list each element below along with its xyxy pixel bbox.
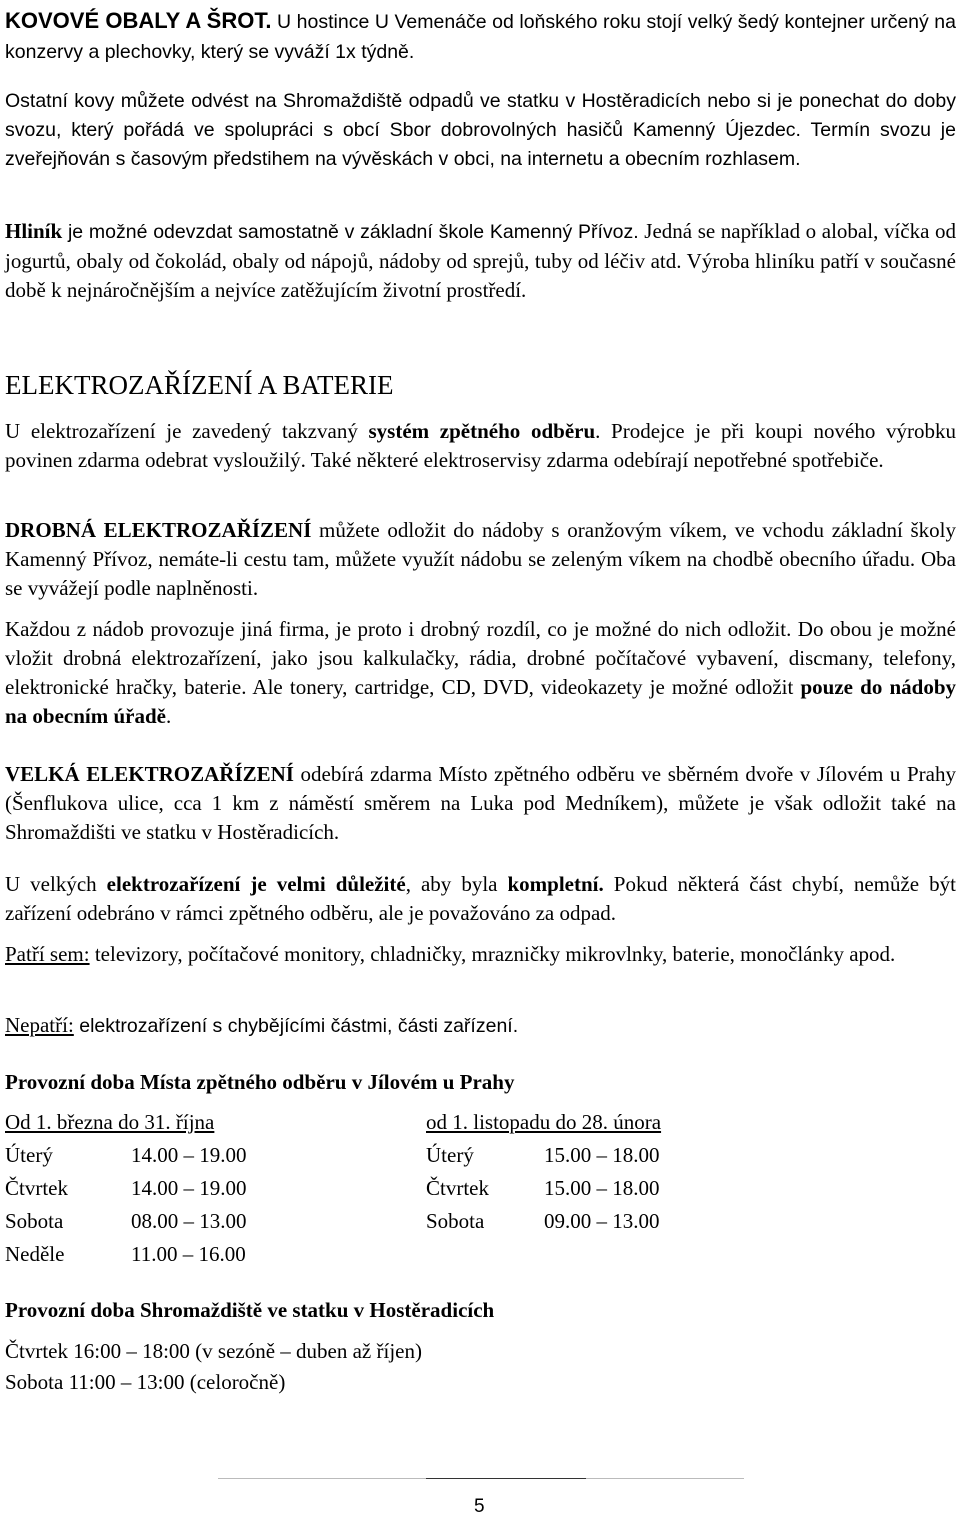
complete-bold-2: kompletní. — [507, 872, 604, 896]
summer-row-day: Sobota — [5, 1209, 64, 1233]
footer-divider-dark — [426, 1478, 586, 1479]
hosteradice-line-2: Sobota 11:00 – 13:00 (celoročně) — [5, 1370, 286, 1394]
firms-end: . — [166, 704, 172, 728]
notbelongs-paragraph — [5, 1011, 956, 1041]
firms-bold: pouze do nádoby na obecním úřadě — [5, 675, 956, 728]
complete-paragraph — [5, 870, 956, 928]
aluminium-label: Hliník — [5, 219, 63, 243]
winter-row-time: 09.00 – 13.00 — [544, 1209, 660, 1233]
jilove-hours-title: Provozní doba Místa zpětného odběru v Jílovém u Prahy — [5, 1070, 515, 1094]
belongs-text: televizory, počítačové monitory, chladničky, mrazničky mikrovlnky, baterie, monočlánky apod. — [89, 942, 896, 966]
metal-text-2a: Ostatní kovy můžete odvést na Shromaždiště odpadů ve statku v Hostěradicích nebo si je ponechat do doby svozu, který pořádá ve spolupráci s obcí Sbor dobrovolných hasičů Kamenný Újezdec. — [5, 90, 956, 141]
electro-heading: ELEKTROZAŘÍZENÍ A BATERIE — [5, 370, 394, 400]
summer-row-day: Neděle — [5, 1242, 65, 1266]
metal-heading: KOVOVÉ OBALY A ŠROT. — [5, 8, 272, 33]
winter-row-time: 15.00 – 18.00 — [544, 1143, 660, 1167]
large-electro-text: odebírá zdarma Místo zpětného odběru ve sběrném dvoře v Jílovém u Prahy (Šenflukova ulice, cca 1 km z náměstí směrem na Luka pod Medníkem), můžete je však odložit také na Shromaždišti ve statku v Hostěradicích. — [5, 762, 956, 844]
complete-c: Pokud některá část chybí, nemůže být zařízení odebráno v rámci zpětného odběru, ale je považováno za odpad. — [5, 872, 956, 925]
small-electro-paragraph — [5, 516, 956, 603]
electro-intro-paragraph — [5, 417, 956, 475]
electro-intro-b: . Prodejce je při koupi nového výrobku povinen zdarma odebrat vysloužilý. Také některé elektroservisy zdarma odebírají nepotřebné spotřebiče. — [5, 419, 956, 472]
summer-row-time: 11.00 – 16.00 — [131, 1242, 246, 1266]
firms-text: Každou z nádob provozuje jiná firma, je proto i drobný rozdíl, co je možné do nich odložit. Do obou je možné vložit drobná elektrozařízení, jako jsou kalkulačky, rádia, drobné počítačové vybavení, discmany, telefony, elektronické hračky, baterie. Ale tonery, cartridge, CD, DVD, videokazety je možné odložit — [5, 617, 956, 699]
metal-paragraph — [5, 6, 956, 67]
small-electro-text: můžete odložit do nádoby s oranžovým víkem, ve vchodu základní školy Kamenný Přívoz, nemáte-li cestu tam, můžete využít nádobu se zeleným víkem na chodbě obecního úřadu. Oba se vyvážejí podle naplněnosti. — [5, 518, 957, 600]
page-number: 5 — [474, 1496, 485, 1517]
summer-row-time: 14.00 – 19.00 — [131, 1176, 247, 1200]
notbelongs-text: elektrozařízení s chybějícími částmi, části zařízení. — [73, 1015, 519, 1037]
metal-text-2b: Termín svozu je zveřejňován s časovým předstihem na vývěskách v obci, na internetu a obecním rozhlasem. — [5, 119, 956, 170]
summer-row-time: 08.00 – 13.00 — [131, 1209, 247, 1233]
metal-other-paragraph — [5, 87, 956, 174]
hosteradice-line-1: Čtvrtek 16:00 – 18:00 (v sezóně – duben až říjen) — [5, 1339, 422, 1363]
metal-text-1: U hostince U Vemenáče od loňského roku stojí velký šedý kontejner určený na konzervy a plechovky, který se vyváží 1x týdně. — [5, 11, 956, 63]
electro-intro-bold: systém zpětného odběru — [368, 419, 596, 443]
hosteradice-hours-title: Provozní doba Shromaždiště ve statku v Hostěradicích — [5, 1298, 495, 1322]
summer-row-day: Úterý — [5, 1143, 53, 1167]
notbelongs-label: Nepatří: — [5, 1013, 74, 1037]
aluminium-paragraph — [5, 217, 956, 305]
complete-a: U velkých — [5, 872, 107, 896]
large-electro-label: VELKÁ ELEKTROZAŘÍZENÍ — [5, 762, 294, 786]
aluminium-text-3: Výroba hliníku patří v současné době k nejnáročnějším a nejvíce zatěžujícím životní prostředí. — [5, 249, 956, 302]
complete-bold-1: elektrozařízení je velmi důležité — [106, 872, 406, 896]
winter-row-day: Sobota — [426, 1209, 485, 1233]
complete-b: , aby byla — [405, 872, 508, 896]
winter-row-day: Úterý — [426, 1143, 474, 1167]
winter-row-time: 15.00 – 18.00 — [544, 1176, 660, 1200]
belongs-label: Patří sem: — [5, 942, 90, 966]
small-electro-label: DROBNÁ ELEKTROZAŘÍZENÍ — [5, 518, 312, 542]
aluminium-text-2: Jedná se například o alobal, víčka od jogurtů, obaly od čokolád, obaly od nápojů, nádoby od sprejů, tuby od léčiv atd. — [5, 219, 956, 273]
winter-header: od 1. listopadu do 28. února — [426, 1110, 662, 1134]
aluminium-text-1: je možné odevzdat samostatně v základní škole Kamenný Přívoz. — [62, 221, 639, 243]
belongs-paragraph — [5, 940, 956, 969]
winter-row-day: Čtvrtek — [426, 1176, 489, 1200]
electro-intro-a: U elektrozařízení je zavedený takzvaný — [5, 419, 369, 443]
summer-header: Od 1. března do 31. října — [5, 1110, 215, 1134]
summer-row-time: 14.00 – 19.00 — [131, 1143, 247, 1167]
summer-row-day: Čtvrtek — [5, 1176, 68, 1200]
firms-paragraph — [5, 615, 956, 731]
large-electro-paragraph — [5, 760, 956, 847]
